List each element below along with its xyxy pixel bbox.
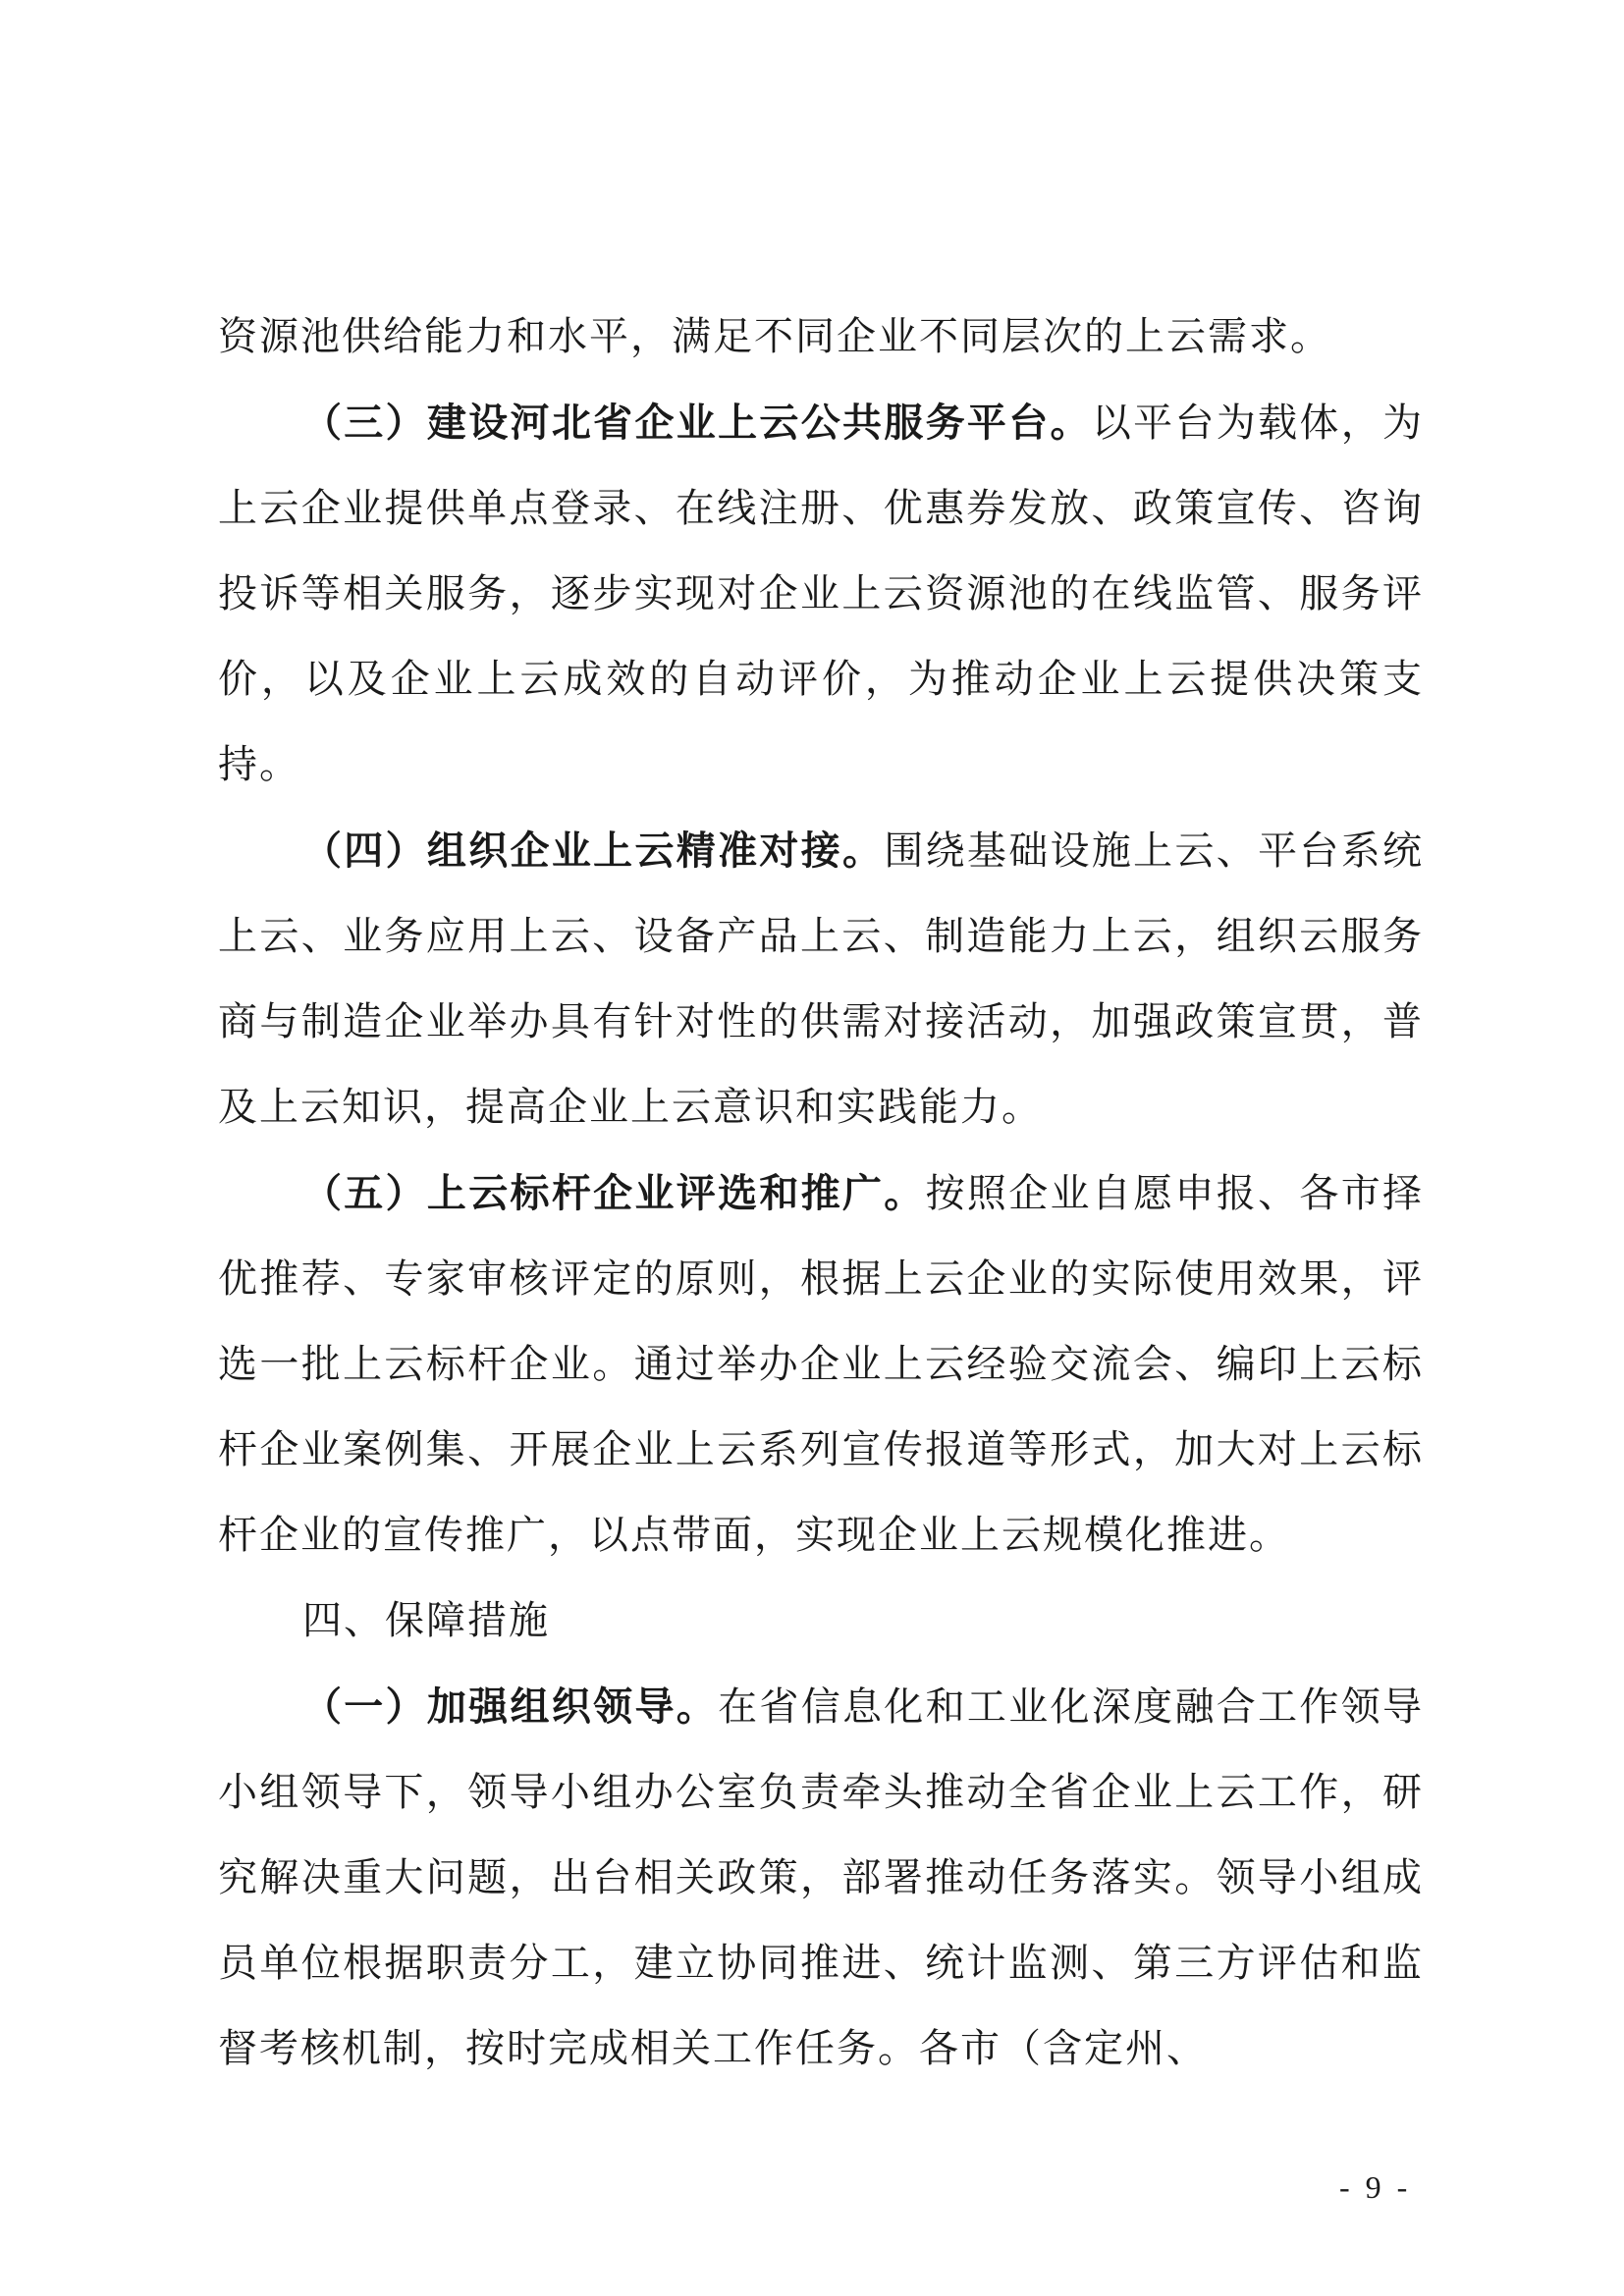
section-heading: 四、保障措施 bbox=[302, 1598, 550, 1643]
paragraph-matchmaking bbox=[218, 808, 1424, 1150]
paragraph-text: 在省信息化和工业化深度融合工作领导小组领导下，领导小组办公室负责牵头推动全省企业上云工作，研究解决重大问题，出台相关政策，部署推动任务落实。领导小组成员单位根据职责分工，建立协同推进、统计监测、第三方评估和监督考核机制，按时完成相关工作任务。各市（含定州、 bbox=[218, 1684, 1425, 2071]
paragraph-organization bbox=[218, 1664, 1424, 2092]
paragraph-heading: （五）上云标杆企业评选和推广。 bbox=[302, 1170, 926, 1216]
paragraph-heading: （三）建设河北省企业上云公共服务平台。 bbox=[302, 400, 1092, 446]
paragraph-text: 围绕基础设施上云、平台系统上云、业务应用上云、设备产品上云、制造能力上云，组织云服务商与制造企业举办具有针对性的供需对接活动，加强政策宣贯，普及上云知识，提高企业上云意识和实践能力。 bbox=[218, 828, 1425, 1130]
paragraph-text: 资源池供给能力和水平，满足不同企业不同层次的上云需求。 bbox=[218, 314, 1331, 359]
paragraph-heading: （一）加强组织领导。 bbox=[302, 1683, 719, 1730]
page-number: - 9 - bbox=[1339, 2169, 1412, 2205]
document-body bbox=[218, 294, 1424, 2092]
paragraph-text: 以平台为载体，为上云企业提供单点登录、在线注册、优惠券发放、政策宣传、咨询投诉等相关服务，逐步实现对企业上云资源池的在线监管、服务评价，以及企业上云成效的自动评价，为推动企业上云提供决策支持。 bbox=[218, 400, 1425, 787]
paragraph-continued bbox=[218, 294, 1424, 380]
paragraph-text: 按照企业自愿申报、各市择优推荐、专家审核评定的原则，根据上云企业的实际使用效果，评选一批上云标杆企业。通过举办企业上云经验交流会、编印上云标杆企业案例集、开展企业上云系列宣传报道等形式，加大对上云标杆企业的宣传推广，以点带面，实现企业上云规模化推进。 bbox=[218, 1171, 1425, 1558]
paragraph-heading: （四）组织企业上云精准对接。 bbox=[302, 828, 885, 874]
paragraph-build-platform bbox=[218, 380, 1424, 808]
paragraph-benchmark bbox=[218, 1150, 1424, 1578]
